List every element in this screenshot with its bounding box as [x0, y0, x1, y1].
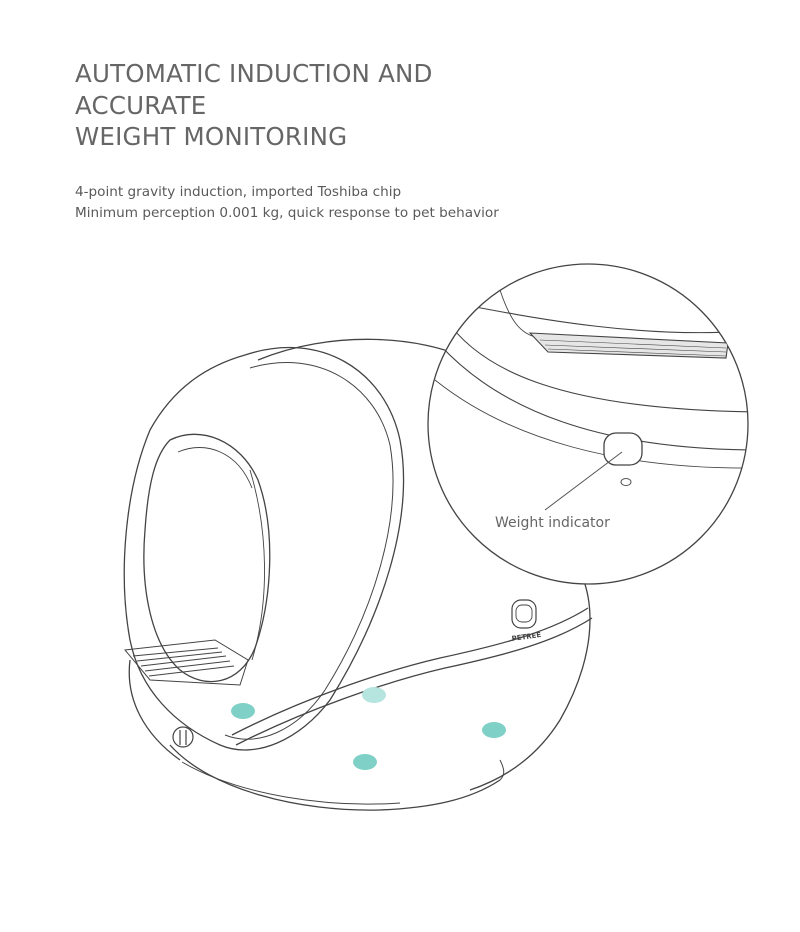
- title-line-2: ACCURATE: [75, 90, 207, 120]
- sensor-point-back-left: [362, 687, 386, 703]
- zoom-detail-circle: [428, 264, 760, 584]
- weight-indicator-label: Weight indicator: [495, 515, 610, 531]
- weight-indicator-button: [604, 433, 642, 465]
- sensor-point-front-left: [231, 703, 255, 719]
- description-line-2: Minimum perception 0.001 kg, quick response to pet behavior: [75, 205, 499, 221]
- brand-mark: PETREE: [511, 630, 542, 643]
- title-line-3: WEIGHT MONITORING: [75, 122, 348, 151]
- sensor-point-back-right: [482, 722, 506, 738]
- indicator-light: [621, 479, 631, 486]
- front-knob: [173, 727, 193, 747]
- entrance-hood: [124, 348, 403, 750]
- side-button: [512, 600, 536, 628]
- weight-sensor-points: [231, 687, 506, 770]
- title-line-1: AUTOMATIC INDUCTION AND: [75, 59, 433, 88]
- description-line-1: 4-point gravity induction, imported Toshiba chip: [75, 184, 402, 200]
- sensor-point-front-right: [353, 754, 377, 770]
